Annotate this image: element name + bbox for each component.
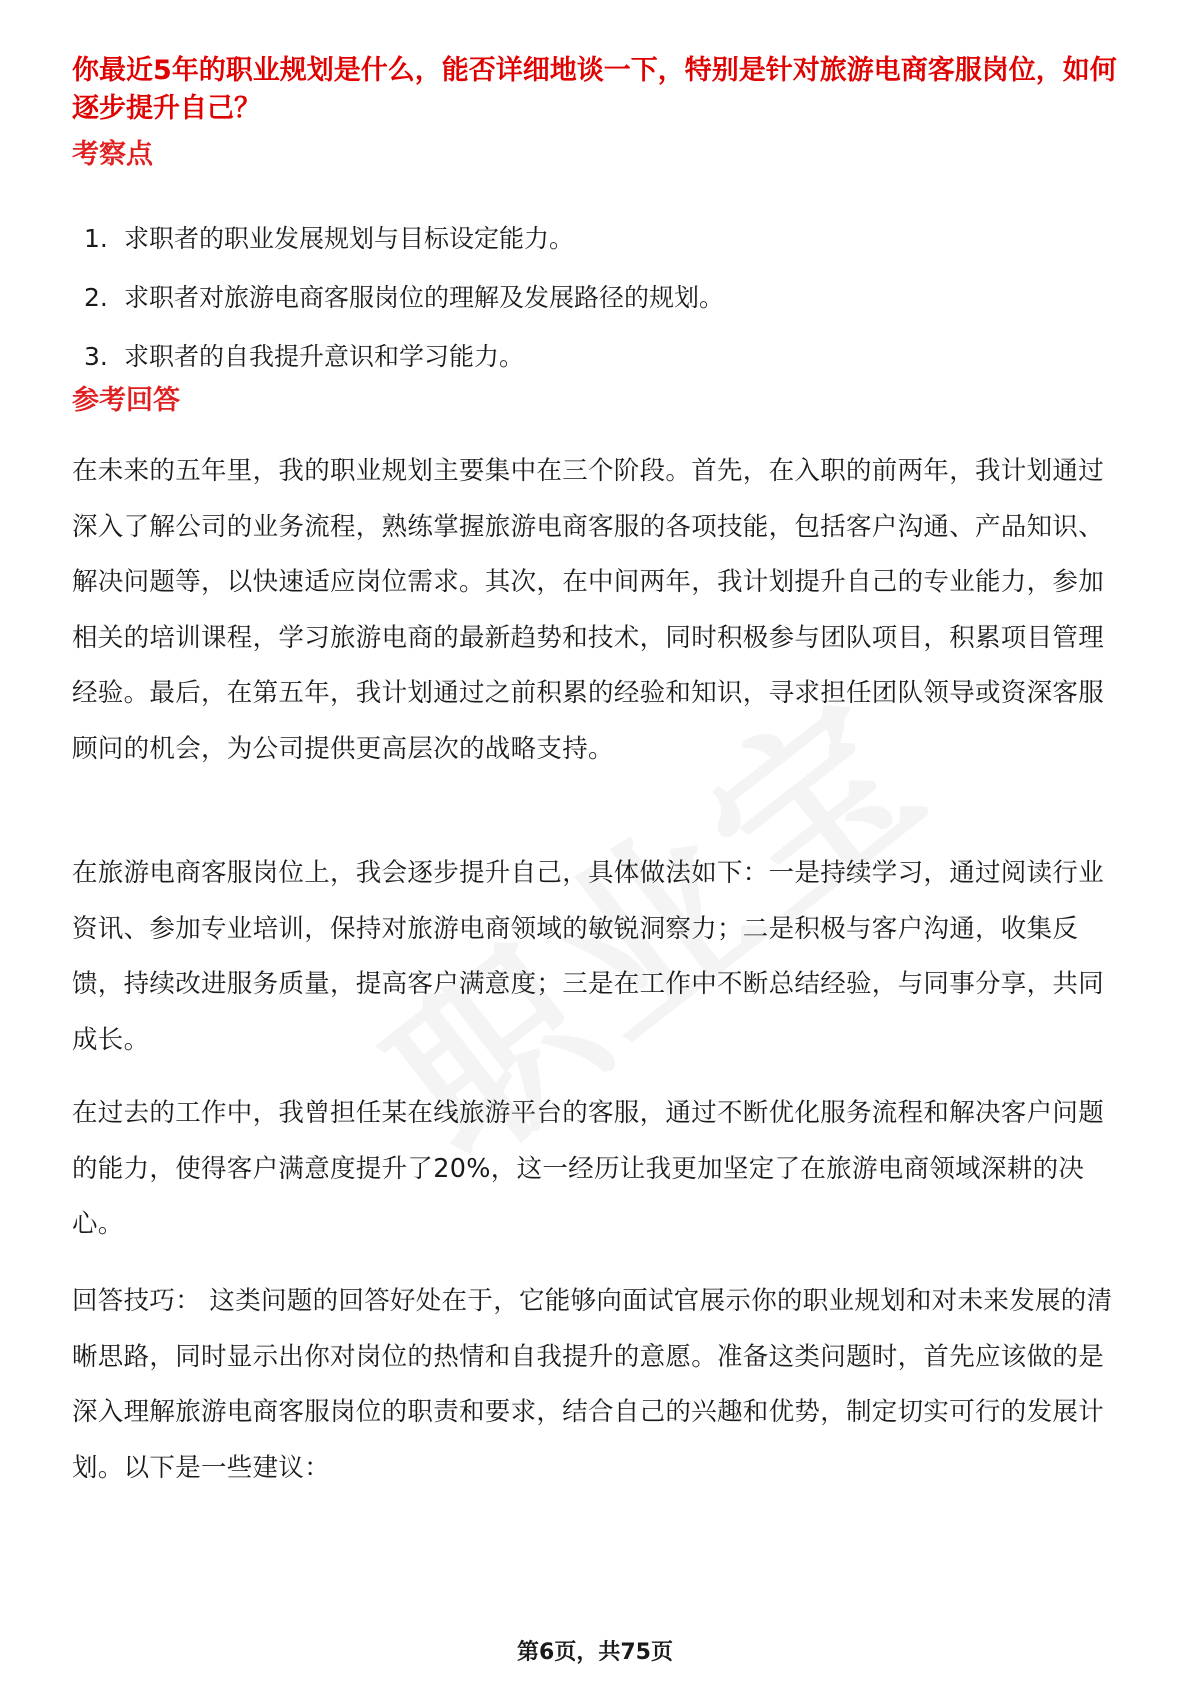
list-item-text: 求职者对旅游电商客服岗位的理解及发展路径的规划。 xyxy=(124,283,725,312)
points-heading: 考察点 xyxy=(72,139,153,170)
page-number: 第6页，共75页 xyxy=(517,1640,673,1665)
tips-paragraph: 回答技巧： 这类问题的回答好处在于，它能够向面试官展示你的职业规划和对未来发展的清晰思路，同时显示出你对岗位的热情和自我提升的意愿。准备这类问题时，首先应该做的是深入理解旅游电商客服岗位的职责和要求，结合自己的兴趣和优势，制定切实可行的发展计划。以下是一些建议： xyxy=(72,1286,1113,1483)
points-list xyxy=(84,218,724,395)
answer-paragraph: 在旅游电商客服岗位上，我会逐步提升自己，具体做法如下：一是持续学习，通过阅读行业资讯、参加专业培训，保持对旅游电商领域的敏锐洞察力；二是积极与客户沟通，收集反馈，持续改进服务质量，提高客户满意度；三是在工作中不断总结经验，与同事分享，共同成长。 xyxy=(72,858,1105,1055)
question-title: 你最近5年的职业规划是什么，能否详细地谈一下，特别是针对旅游电商客服岗位，如何逐步提升自己？ xyxy=(72,55,1117,124)
list-item-number: 1. xyxy=(84,224,108,253)
answer-heading: 参考回答 xyxy=(72,385,180,416)
list-item xyxy=(84,218,724,277)
list-item-text: 求职者的自我提升意识和学习能力。 xyxy=(124,342,525,371)
list-item-text: 求职者的职业发展规划与目标设定能力。 xyxy=(124,224,575,253)
list-item xyxy=(84,277,724,336)
answer-paragraph: 在过去的工作中，我曾担任某在线旅游平台的客服，通过不断优化服务流程和解决客户问题的能力，使得客户满意度提升了20%，这一经历让我更加坚定了在旅游电商领域深耕的决心。 xyxy=(72,1098,1105,1239)
list-item xyxy=(84,336,724,395)
list-item-number: 2. xyxy=(84,283,108,312)
list-item-number: 3. xyxy=(84,342,108,371)
answer-paragraph: 在未来的五年里，我的职业规划主要集中在三个阶段。首先，在入职的前两年，我计划通过深入了解公司的业务流程，熟练掌握旅游电商客服的各项技能，包括客户沟通、产品知识、解决问题等，以快速适应岗位需求。其次，在中间两年，我计划提升自己的专业能力，参加相关的培训课程，学习旅游电商的最新趋势和技术，同时积极参与团队项目，积累项目管理经验。最后，在第五年，我计划通过之前积累的经验和知识，寻求担任团队领导或资深客服顾问的机会，为公司提供更高层次的战略支持。 xyxy=(72,456,1105,764)
